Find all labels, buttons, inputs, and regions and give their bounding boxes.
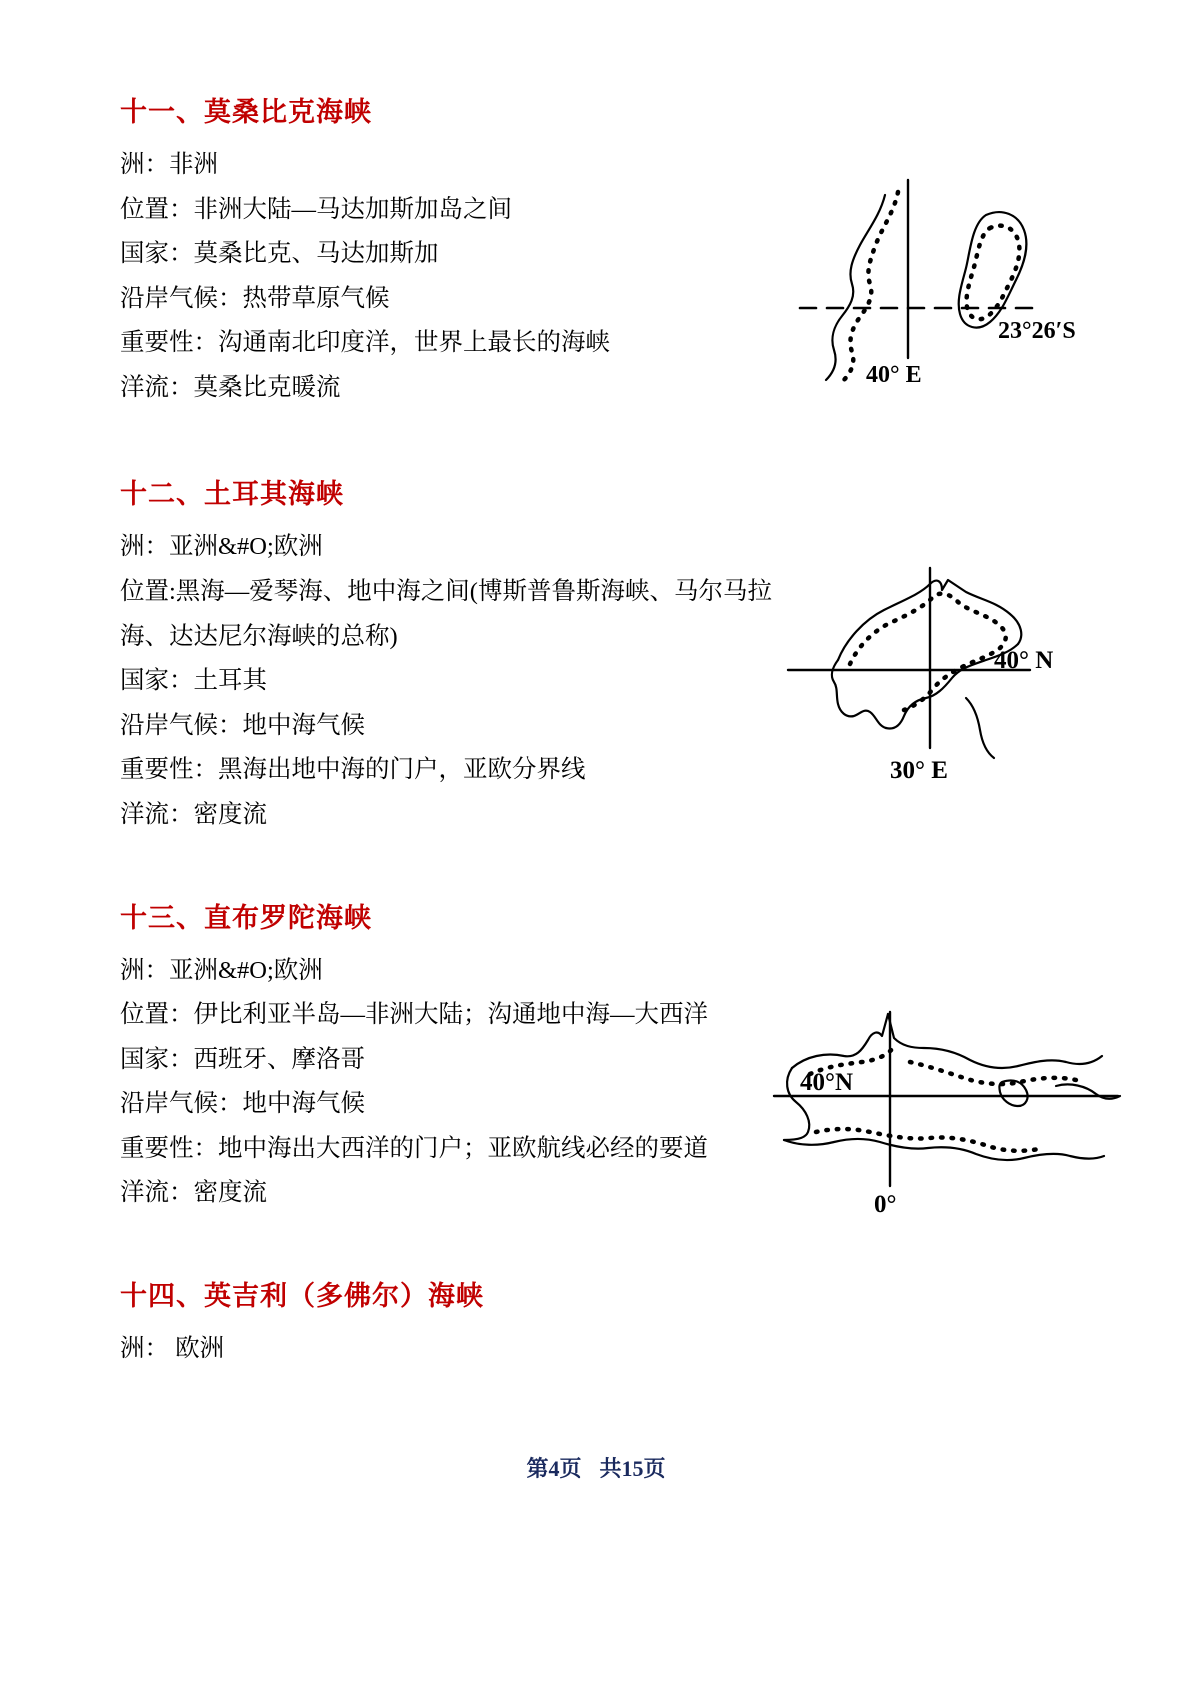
figure-label: 0° [874,1191,897,1218]
section-body [120,525,800,837]
section-body [120,1327,780,1372]
footer-total-pages: 共15页 [599,1456,666,1481]
body-line: 位置:黑海—爱琴海、地中海之间(博斯普鲁斯海峡、马尔马拉海、达达尼尔海峡的总称) [120,578,772,650]
body-line: 国家：西班牙、摩洛哥 [120,1045,365,1073]
body-line: 洲：亚洲&#O;欧洲 [120,956,323,984]
section-english-channel [120,1274,1072,1372]
figure-label: 23°26′S [998,318,1076,344]
turkish-straits-map [780,540,1100,800]
body-line: 洋流：密度流 [120,800,267,828]
section-title: 十一、莫桑比克海峡 [120,97,372,127]
section-title: 十二、土耳其海峡 [120,479,344,510]
section-title: 十三、直布罗陀海峡 [120,902,372,933]
body-line: 位置：非洲大陆—马达加斯加岛之间 [120,195,512,223]
body-line: 重要性：沟通南北印度洋，世界上最长的海峡 [120,329,610,357]
page-footer [0,1452,1192,1483]
section-title: 十四、英吉利（多佛尔）海峡 [120,1280,484,1311]
body-line: 洋流：莫桑比克暖流 [120,373,341,401]
body-line: 洋流：密度流 [120,1179,267,1207]
body-line: 沿岸气候：地中海气候 [120,711,365,739]
mozambique-channel-map [790,160,1110,410]
figure-label: 40° N [994,647,1054,674]
body-line: 重要性：黑海出地中海的门户，亚欧分界线 [120,756,586,784]
figure-label: 40° E [866,362,922,388]
body-line: 沿岸气候：地中海气候 [120,1090,365,1118]
body-line: 位置：伊比利亚半岛—非洲大陆；沟通地中海—大西洋 [120,1001,708,1029]
section-body [120,143,780,410]
body-line: 洲： 欧洲 [120,1334,225,1362]
body-line: 洲：非洲 [120,151,218,178]
body-line: 国家：土耳其 [120,667,267,695]
figure-label: 30° E [890,757,948,784]
footer-page-number: 第4页 [526,1456,582,1481]
figure-label: 40°N [800,1069,854,1096]
body-line: 洲：亚洲&#O;欧洲 [120,533,323,561]
body-line: 国家：莫桑比克、马达加斯加 [120,240,439,268]
section-body [120,949,800,1216]
body-line: 沿岸气候：热带草原气候 [120,284,390,312]
gibraltar-strait-map [770,990,1130,1220]
body-line: 重要性：地中海出大西洋的门户；亚欧航线必经的要道 [120,1134,708,1162]
